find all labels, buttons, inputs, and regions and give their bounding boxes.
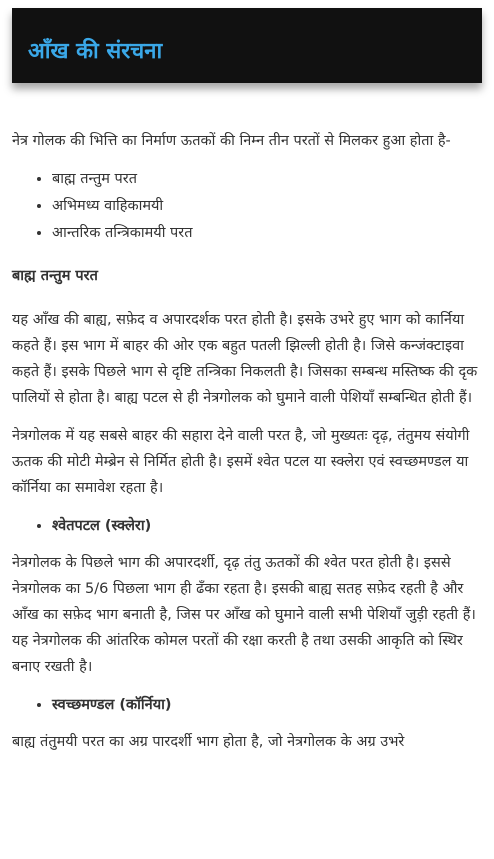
page-header	[12, 8, 482, 83]
cornea-paragraph: बाह्य तंतुमयी परत का अग्र पारदर्शी भाग होता है, जो नेत्रगोलक के अग्र उभरे	[12, 734, 405, 750]
sclera-list	[12, 513, 482, 540]
layers-list	[12, 166, 482, 247]
list-item: • श्वेतपटल (स्क्लेरा)	[52, 513, 482, 540]
page-title: आँख की संरचना	[28, 39, 163, 64]
section-heading: बाह्म तन्तुम परत	[12, 268, 98, 284]
list-item: • आन्तरिक तन्त्रिकामयी परत	[52, 220, 482, 247]
list-item: • बाह्म तन्तुम परत	[52, 166, 482, 193]
article-content	[12, 128, 482, 767]
section-paragraph: नेत्रगोलक में यह सबसे बाहर की सहारा देने वाली परत है, जो मुख्यतः दृढ़, तंतुमय संयोगी ऊतक की मोटी मेम्ब्रेन से निर्मित होती है। इसमें श्वेत पटल या स्क्लेरा एवं स्वच्छमण्डल या कॉर्निया का समावेश रहता है।	[12, 428, 470, 496]
cornea-list	[12, 692, 482, 719]
list-item: • स्वच्छमण्डल (कॉर्निया)	[52, 692, 482, 719]
list-item: • अभिमध्य वाहिकामयी	[52, 193, 482, 220]
sclera-paragraph: नेत्रगोलक के पिछले भाग की अपारदर्शी, दृढ़ तंतु ऊतकों की श्वेत परत होती है। इससे नेत्रगोलक का 5/6 पिछला भाग ही ढँका रहता है। इसकी बाह्य सतह सफ़ेद रहती है और आँख का सफ़ेद भाग बनाती है, जिस पर आँख को घुमाने वाली सभी पेशियाँ जुड़ी रहती हैं। यह नेत्रगोलक की आंतरिक कोमल परतों की रक्षा करती है तथा उसकी आकृति को स्थिर बनाए रखती है।	[12, 555, 476, 675]
intro-paragraph: नेत्र गोलक की भित्ति का निर्माण ऊतकों की निम्न तीन परतों से मिलकर हुआ होता है-	[12, 133, 451, 149]
section-paragraph: यह आँख की बाह्य, सफ़ेद व अपारदर्शक परत होती है। इसके उभरे हुए भाग को कार्निया कहते हैं। इस भाग में बाहर की ओर एक बहुत पतली झिल्ली होती है। जिसे कन्जंक्टाइवा कहते हैं। इसके पिछले भाग से दृष्टि तन्त्रिका निकलती है। जिसका सम्बन्ध मस्तिष्क की दृक पालियों से होता है। बाह्य पटल से ही नेत्रगोलक को घुमाने वाली पेशियाँ सम्बन्धित होती हैं।	[12, 312, 478, 406]
